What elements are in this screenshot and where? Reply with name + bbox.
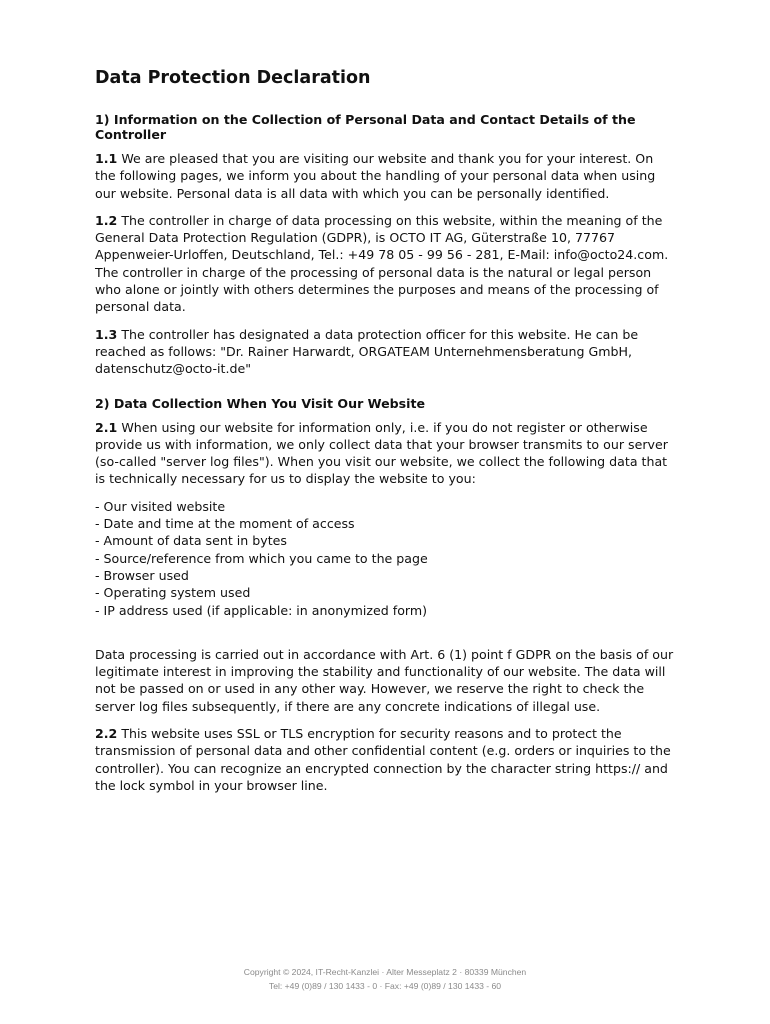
paragraph-number: 2.1 xyxy=(95,419,118,435)
list-item: - Browser used xyxy=(95,567,189,583)
list-item: - Date and time at the moment of access xyxy=(95,516,355,532)
paragraph-1-1 xyxy=(95,150,675,202)
list-item: - IP address used (if applicable: in anonymized form) xyxy=(95,602,428,618)
paragraph-text: This website uses SSL or TLS encryption for security reasons and to protect the transmission of personal data and other confidential content (e.g. orders or inquiries to the controller). You can recognize an encrypted connection by the character string https:// and the lock symbol in your browser line. xyxy=(95,726,671,793)
paragraph-number: 1.1 xyxy=(95,151,118,166)
list-item: - Source/reference from which you came to the page xyxy=(95,550,428,566)
paragraph-legal-basis: Data processing is carried out in accordance with Art. 6 (1) point f GDPR on the basis of our legitimate interest in improving the stability and functionality of our website. The data will not be passed on or used in any other way. However, we reserve the right to check the server log files subsequently, if there are any concrete indications of illegal use. xyxy=(95,646,674,714)
document-page xyxy=(95,68,675,804)
footer-contact: Tel: +49 (0)89 / 130 1433 - 0 · Fax: +49 (0)89 / 130 1433 - 60 xyxy=(268,981,502,991)
paragraph-text: The controller in charge of data processing on this website, within the meaning of the General Data Protection Regulation (GDPR), is OCTO IT AG, Güterstraße 10, 77767 Appenweier-Urloffen, Deutschland, Tel.: +49 78 05 - 99 56 - 281, E-Mail: info@octo24.com. The controller in charge of the processing of personal data is the natural or legal person who alone or jointly with others determines the purposes and means of the processing of personal data. xyxy=(95,212,669,315)
paragraph-number: 1.3 xyxy=(95,326,118,342)
paragraph-text: When using our website for information only, i.e. if you do not register or otherwise provide us with information, we only collect data that your browser transmits to our server (so-called "server log files"). When you visit our website, we collect the following data that is technically necessary for us to display the website to you: xyxy=(95,419,668,487)
paragraph-1-3 xyxy=(95,326,675,378)
list-item: - Amount of data sent in bytes xyxy=(95,533,287,549)
page-title: Data Protection Declaration xyxy=(95,68,371,88)
paragraph-text: We are pleased that you are visiting our website and thank you for your interest. On the following pages, we inform you about the handling of your personal data when using our website. Personal data is all data with which you can be personally identified. xyxy=(95,151,656,201)
list-item: - Our visited website xyxy=(95,498,226,514)
paragraph-number: 2.2 xyxy=(95,726,118,742)
paragraph-1-2 xyxy=(95,212,675,316)
page-footer xyxy=(0,965,770,993)
list-item: - Operating system used xyxy=(95,585,251,601)
paragraph-2-1 xyxy=(95,419,675,488)
section-1-heading: 1) Information on the Collection of Personal Data and Contact Details of the Controller xyxy=(95,112,636,142)
footer-copyright: Copyright © 2024, IT-Recht-Kanzlei · Alter Messeplatz 2 · 80339 München xyxy=(243,967,527,977)
collected-data-list xyxy=(95,498,675,619)
section-2-heading: 2) Data Collection When You Visit Our Website xyxy=(95,395,426,411)
paragraph-text: The controller has designated a data protection officer for this website. He can be reached as follows: "Dr. Rainer Harwardt, ORGATEAM Unternehmensberatung GmbH, datenschutz@octo-it.de" xyxy=(95,326,639,377)
paragraph-number: 1.2 xyxy=(95,212,118,228)
paragraph-2-2 xyxy=(95,725,675,794)
